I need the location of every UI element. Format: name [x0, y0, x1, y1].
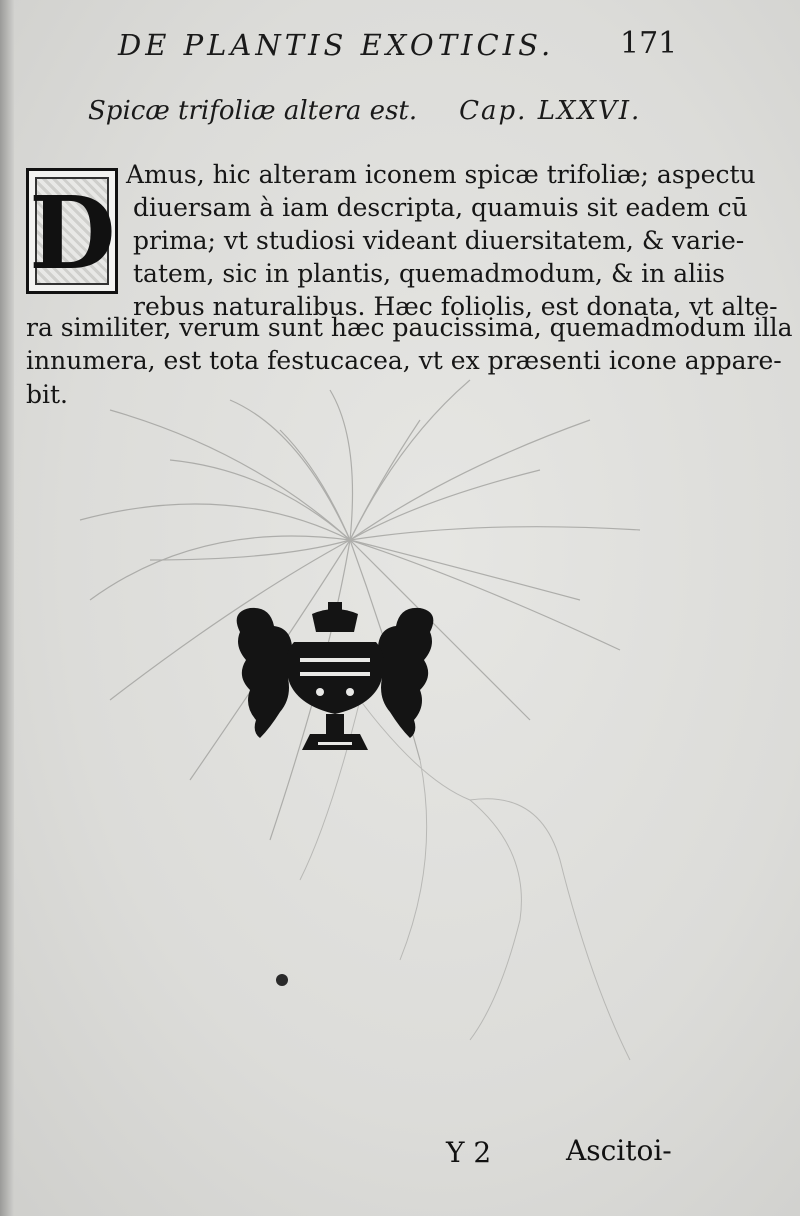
signature-mark: Y 2	[446, 1136, 492, 1169]
text-line: Amus, hic alteram iconem spicæ trifoliæ; aspectu	[126, 160, 756, 189]
text-line: diuersam à iam descripta, quamuis sit eadem cū	[133, 193, 748, 222]
text-line: rebus naturalibus. Hæc foliolis, est donata, vt alte-	[133, 292, 778, 321]
ink-spot	[276, 974, 288, 986]
text-line: ra similiter, verum sunt hæc paucissima, quemadmodum illa	[26, 313, 793, 342]
text-line: innumera, est tota festucacea, vt ex præsenti icone appare-	[26, 346, 782, 375]
vase-ornament	[230, 602, 440, 768]
text-line: tatem, sic in plantis, quemadmodum, & in aliis	[133, 259, 725, 288]
chapter-title: Spicæ trifoliæ altera est.	[88, 96, 418, 126]
text-line: bit.	[26, 380, 68, 409]
catchword: Ascitoi-	[566, 1134, 672, 1167]
chapter-number: Cap. LXXVI.	[459, 96, 642, 126]
page-number: 171	[620, 26, 678, 61]
text-line: prima; vt studiosi videant diuersitatem, & varie-	[133, 226, 745, 255]
running-head: DE PLANTIS EXOTICIS.	[118, 28, 555, 62]
drop-cap-letter: D	[29, 174, 116, 292]
